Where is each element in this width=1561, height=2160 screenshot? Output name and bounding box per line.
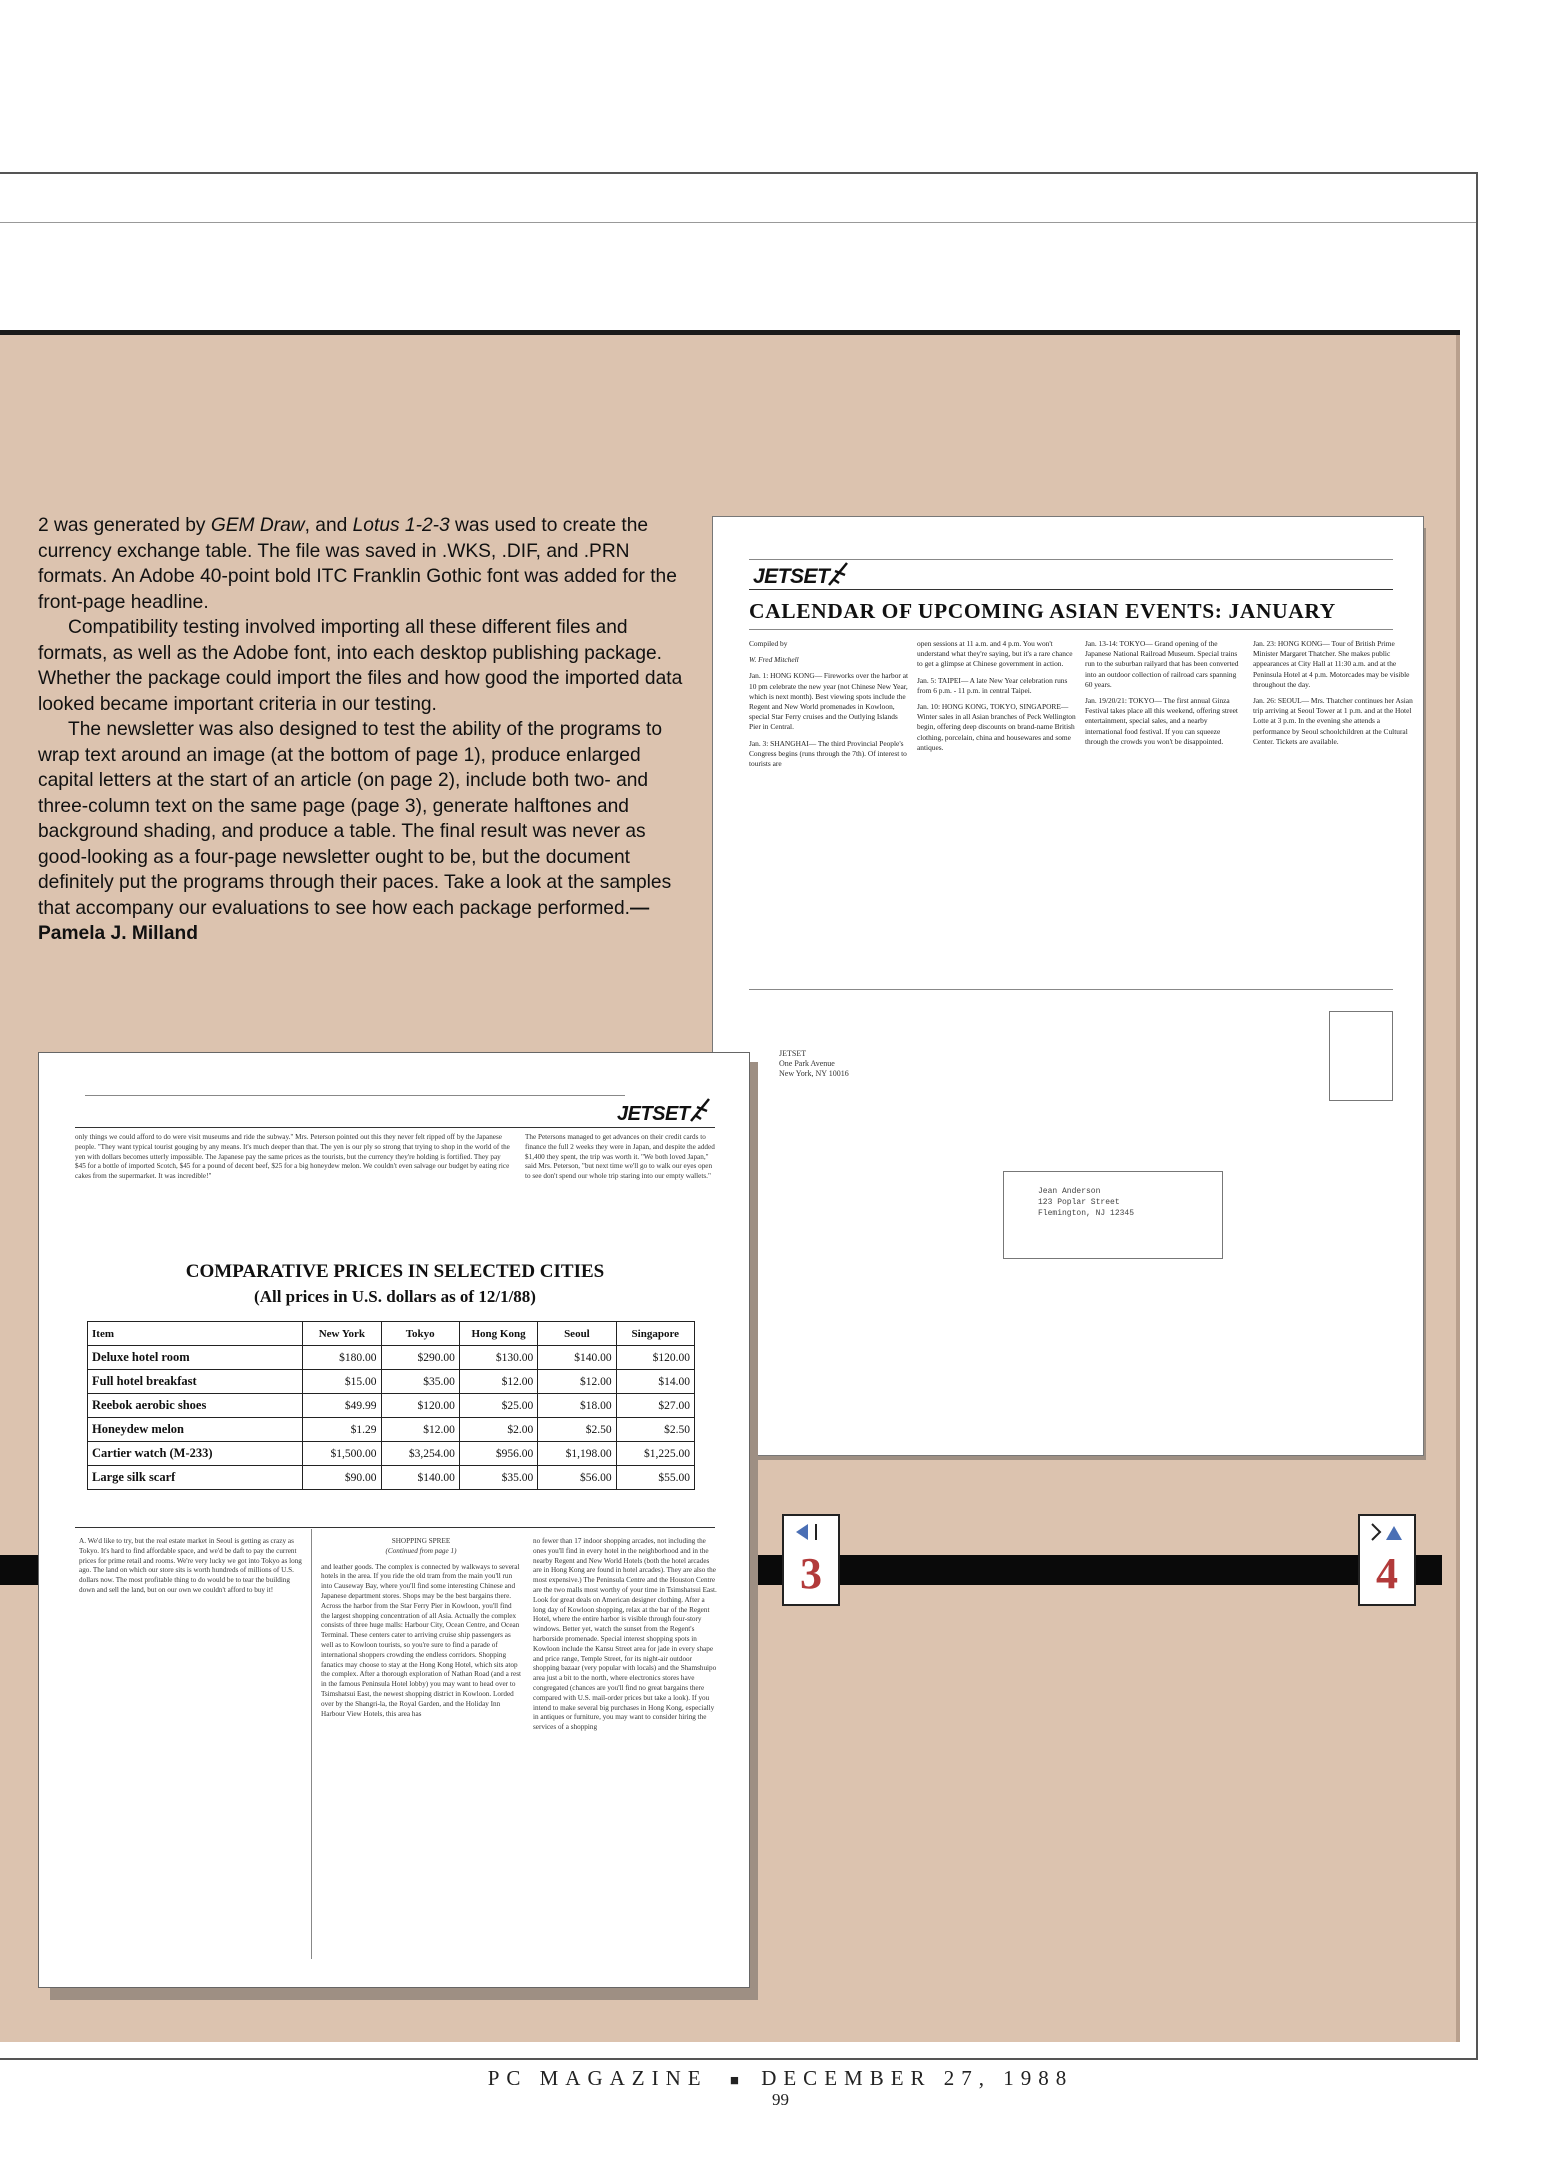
magazine-footer: [0, 2066, 1561, 2091]
table-header-cell: Seoul: [538, 1322, 616, 1346]
table-header-cell: Tokyo: [381, 1322, 459, 1346]
calendar-entry: Jan. 23: HONG KONG— Tour of British Prime Minister Margaret Thatcher. She makes public appearances at City Hall at 11:30 a.m. and at the Peninsula Hotel at 4 p.m. Motorcades may be visible throughout the day.: [1253, 639, 1410, 689]
page-3-marker[interactable]: [782, 1514, 840, 1606]
column-divider: [311, 1529, 312, 1959]
table-cell: $55.00: [616, 1466, 694, 1490]
lotus-title: Lotus 1-2-3: [352, 515, 450, 536]
table-cell: $18.00: [538, 1394, 616, 1418]
table-cell: $1,225.00: [616, 1442, 694, 1466]
table-cell: $120.00: [616, 1346, 694, 1370]
table-cell: $12.00: [538, 1370, 616, 1394]
page3-top-rule: [85, 1095, 625, 1096]
newsletter-page-4: [712, 516, 1424, 1456]
frame-top-rule: [0, 172, 1478, 174]
table-cell: $290.00: [381, 1346, 459, 1370]
table-header-row: [88, 1322, 695, 1346]
calendar-bottom-rule: [749, 989, 1393, 990]
page3-logo-rule: [75, 1127, 715, 1128]
table-row: [88, 1418, 695, 1442]
table-cell: $25.00: [459, 1394, 537, 1418]
article-paragraph-1: 2 was generated by GEM Draw, and Lotus 1-2-3 was used to create the currency exchange table. The file was saved in .WKS, .DIF, and .PRN formats. An Adobe 40-point bold ITC Franklin Gothic font was added for the front-page headline.: [38, 515, 677, 613]
calendar-column-1: [749, 639, 909, 775]
newsletter-page-3: [38, 1052, 750, 1988]
table-cell: $35.00: [459, 1466, 537, 1490]
column-b-head: SHOPPING SPREE: [391, 1537, 451, 1545]
calendar-entry: Jan. 5: TAIPEI— A late New Year celebration runs from 6 p.m. - 11 p.m. in central Taipei.: [917, 675, 1068, 695]
page4-logo-rule: [749, 589, 1393, 590]
page4-top-rule: [749, 559, 1393, 560]
calendar-column-3: [1085, 639, 1245, 753]
calendar-entry: Jan. 10: HONG KONG, TOKYO, SINGAPORE— Winter sales in all Asian branches of Peck Wellington begin, offering deep discounts on brand-name British clothing, porcelain, china and housewares and some antiques.: [917, 702, 1076, 752]
calendar-entry: Jan. 19/20/21: TOKYO— The first annual Ginza Festival takes place all this weekend, offering street entertainment, special sales, and a nearby international food festival. If you can squeeze through the crowds you won't be disappointed.: [1085, 696, 1238, 746]
magazine-name: PC MAGAZINE: [487, 2066, 708, 2090]
table-cell: $956.00: [459, 1442, 537, 1466]
column-b-body: and leather goods. The complex is connected by walkways to several hotels in the area. If you ride the old tram from the main you'll run into Causeway Bay, where you'll find some interesting Chinese and Japanese department stores. Shops may be the best bargains there. Across the harbor from the Star Ferry Pier in Kowloon, you'll find the largest shopping concentration of all Asia. Actually the complex consists of three huge malls: Harbour City, Ocean Centre, and Ocean Terminal. These centers cater to arriving cruise ship passengers as well as to Kowloon tourists, so you're sure to find a parade of international shoppers crowding the endless corridors. Shopping fanatics may choose to stay at the Hong Kong Hotel, which sits atop the complex. After a thorough exploration of Nathan Road (and a rest in the famous Peninsula Hotel lobby) you may want to head over to Tsimshatsui East, the newest shopping district in Kowloon. Lorded over by the Shangri-la, the Royal Garden, and the Holiday Inn Harbour View Hotels, this area has: [321, 1562, 521, 1718]
calendar-compiled-label: Compiled by: [749, 639, 788, 648]
table-item-cell: Cartier watch (M-233): [88, 1442, 303, 1466]
table-cell: $2.00: [459, 1418, 537, 1442]
page3-intro-right: The Petersons managed to get advances on their credit cards to finance the full 2 weeks they were in Japan, and despite the added $1,400 they spent, the trip was worth it. "We both loved Japan," said Mrs. Peterson, "but next time we'll go to walk our eyes open to see don't spend our whole trip staring into our empty wallets.": [525, 1133, 715, 1181]
table-cell: $12.00: [459, 1370, 537, 1394]
frame-bottom-rule: [0, 2058, 1478, 2060]
jetset-logo: JETSET: [753, 565, 830, 588]
table-cell: $120.00: [381, 1394, 459, 1418]
table-cell: $130.00: [459, 1346, 537, 1370]
table-cell: $14.00: [616, 1370, 694, 1394]
table-item-cell: Full hotel breakfast: [88, 1370, 303, 1394]
page3-column-c: no fewer than 17 indoor shopping arcades, not including the ones you'll find in every hotel in the neighborhood and in the nearby Regent and New World Hotels (both the hotel arcades are in Hong Kong are found in hotel arcades). They are also the most expensive.) The Peninsula Centre and the Houston Centre are the two malls most worthy of your time in Tsimshatsui East. Look for great deals on American designer clothing. After a long day of Kowloon shopping, relax at the bar of the Regent Hotel, where the entire harbor is visible through four-story windows. Better yet, watch the sunset from the Regent's harborside promenade. Special interest shopping spots in Kowloon include the Kansu Street area for jade in every shape and price range, Temple Street, for its night-air outdoor shopping bazaar (very popular with locals) and the Shamshuipo area just a bit to the north, where electronics stores have congregated (chances are you'll find no great bargains there compared with U.S. mail-order prices but take a look). If you intend to make several big purchases in Hong Kong, especially in antiques or furniture, you may want to consider hiring the services of a shopping: [533, 1537, 717, 1732]
prices-table: [87, 1321, 695, 1490]
table-cell: $1,198.00: [538, 1442, 616, 1466]
table-row: [88, 1466, 695, 1490]
article-text: [38, 513, 684, 947]
frame-right-rule: [1476, 172, 1478, 2060]
issue-date: DECEMBER 27, 1988: [761, 2066, 1074, 2090]
author-signature: —Pamela J. Milland: [38, 897, 650, 944]
table-cell: $3,254.00: [381, 1442, 459, 1466]
page-4-marker[interactable]: [1358, 1514, 1416, 1606]
table-item-cell: Deluxe hotel room: [88, 1346, 303, 1370]
table-cell: $2.50: [616, 1418, 694, 1442]
table-cell: $35.00: [381, 1370, 459, 1394]
table-cell: $140.00: [381, 1466, 459, 1490]
table-header-cell: New York: [303, 1322, 381, 1346]
mailing-address: Jean Anderson 123 Poplar Street Flemington, NJ 12345: [1038, 1187, 1135, 1218]
frame-top-thin-rule: [0, 222, 1478, 223]
table-subtitle: (All prices in U.S. dollars as of 12/1/88): [254, 1287, 536, 1306]
table-row: [88, 1394, 695, 1418]
postage-stamp-box: [1329, 1011, 1393, 1101]
page3-column-a: A. We'd like to try, but the real estate market in Seoul is getting as crazy as Tokyo. It's hard to find affordable space, and we'd be daft to pay the current prices for prime retail and rooms. We're very lucky we got into Tokyo as long ago. The land on which our store sits is worth hundreds of millions of U.S. dollars now. The most profitable thing to do would be to tear the building down and sell the land, but on our own we couldn't afford to buy it!: [79, 1537, 302, 1594]
table-cell: $27.00: [616, 1394, 694, 1418]
return-address: JETSET One Park Avenue New York, NY 10016: [779, 1049, 849, 1078]
table-header-cell: Singapore: [616, 1322, 694, 1346]
table-cell: $1.29: [303, 1418, 381, 1442]
table-item-cell: Honeydew melon: [88, 1418, 303, 1442]
column-b-subhead: (Continued from page 1): [385, 1546, 457, 1555]
table-title: COMPARATIVE PRICES IN SELECTED CITIES: [185, 1261, 605, 1282]
table-header-cell: Item: [88, 1322, 303, 1346]
footer-separator: ■: [729, 2073, 739, 2089]
table-cell: $90.00: [303, 1466, 381, 1490]
calendar-column-4: [1253, 639, 1413, 753]
article-paragraph-2: Compatibility testing involved importing all these different files and formats, as well as the Adobe font, into each desktop publishing package. Whether the package could import the files and how good the imported data looked became important criteria in our testing.: [38, 617, 683, 715]
calendar-column-2: [917, 639, 1077, 759]
table-cell: $49.99: [303, 1394, 381, 1418]
calendar-entry: Jan. 3: SHANGHAI— The third Provincial People's Congress begins (runs through the 7th). Of interest to tourists are: [749, 738, 907, 769]
table-cell: $1,500.00: [303, 1442, 381, 1466]
table-cell: $140.00: [538, 1346, 616, 1370]
table-row: [88, 1346, 695, 1370]
up-arrow-icon: [1370, 1522, 1406, 1542]
table-item-cell: Large silk scarf: [88, 1466, 303, 1490]
article-paragraph-3: The newsletter was also designed to test the ability of the programs to wrap text around an image (at the bottom of page 1), produce enlarged capital letters at the start of an article (on page 2), include both two- and three-column text on the same page (page 3), generate halftones and background shading, and produce a table. The final result was never as good-looking as a four-page newsletter ought to be, but the document definitely put the programs through their paces. Take a look at the samples that accompany our evaluations to see how each package performed.—Pamela J. Milland: [38, 719, 672, 944]
page3-intro-left: only things we could afford to do were visit museums and ride the subway." Mrs. Peterson pointed out this they never felt ripped off by the Japanese people. "They want typical tourist gouging by any means. It's much deeper than that. The yen is our ply so strong that trying to shop in the world of the yen with dollars becomes utterly impossible. The Japanese pay the same prices as the tourists, but the currency they're holding is fortified. They pay $45 for a bottle of imported Scotch, $45 for a pound of decent beef, $25 for a big honeydew melon. We couldn't even salvage our budget by eating rice cakes from the supermarket. It was incredible!": [75, 1133, 510, 1181]
page-3-number: 3: [800, 1549, 822, 1598]
calendar-title-rule: [749, 629, 1393, 630]
calendar-entry: Jan. 13-14: TOKYO— Grand opening of the Japanese National Railroad Museum. Special trains run to the suburban railyard that has been converted into an outdoor collection of railroad cars spanning 60 years.: [1085, 639, 1239, 689]
calendar-entry: Jan. 1: HONG KONG— Fireworks over the harbor at 10 pm celebrate the new year (not Chinese New Year, which is next month). Best viewing spots include the Regent and New World promenades in Kowloon, special Star Ferry cruises and the Outlying Islands Pier in Central.: [749, 671, 909, 732]
page3-column-b: [321, 1537, 521, 1719]
table-cell: $56.00: [538, 1466, 616, 1490]
table-item-cell: Reebok aerobic shoes: [88, 1394, 303, 1418]
calendar-entry: Jan. 26: SEOUL— Mrs. Thatcher continues her Asian trip arriving at Seoul Tower at 1 p.m. and at the Hotel Lotte at 3 p.m. In the evening she attends a performance by Seoul schoolchildren at the Cultural Center. Tickets are available.: [1253, 696, 1413, 746]
table-row: [88, 1442, 695, 1466]
calendar-compiler-name: W. Fred Mitchell: [749, 655, 799, 665]
tan-panel-edge: [1456, 335, 1460, 2042]
mailing-label-box: [1003, 1171, 1223, 1259]
table-cell: $12.00: [381, 1418, 459, 1442]
gem-draw-title: GEM Draw: [210, 515, 305, 536]
table-row: [88, 1370, 695, 1394]
page-number: 99: [772, 2090, 789, 2109]
timeline-bar-right: [750, 1555, 1442, 1585]
table-header-cell: Hong Kong: [459, 1322, 537, 1346]
calendar-entry: open sessions at 11 a.m. and 4 p.m. You won't understand what they're saying, but it's a rare chance to get a glimpse at Chinese government in action.: [917, 639, 1073, 669]
left-arrow-icon: [794, 1522, 830, 1542]
calendar-title: CALENDAR OF UPCOMING ASIAN EVENTS: JANUARY: [749, 599, 1336, 623]
table-cell: $15.00: [303, 1370, 381, 1394]
jetset-logo: JETSET: [617, 1103, 690, 1125]
table-cell: $180.00: [303, 1346, 381, 1370]
table-cell: $2.50: [538, 1418, 616, 1442]
page-4-number: 4: [1376, 1549, 1398, 1598]
airplane-icon: [689, 1097, 711, 1123]
table-bottom-rule: [75, 1527, 715, 1528]
airplane-icon: [827, 561, 849, 587]
